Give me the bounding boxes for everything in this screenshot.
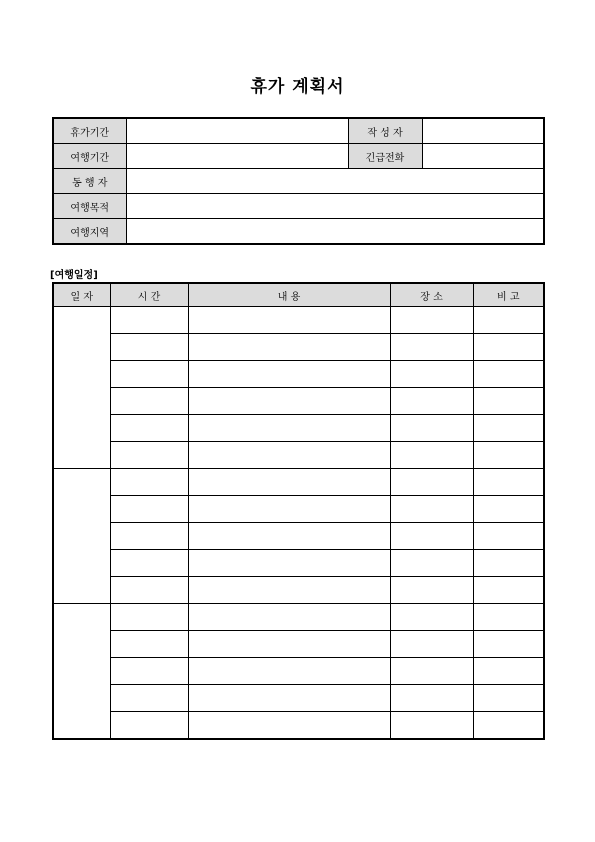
note-cell[interactable] (473, 415, 544, 442)
schedule-row (53, 712, 544, 740)
time-cell[interactable] (110, 577, 188, 604)
content-cell[interactable] (188, 307, 390, 334)
date-header: 일 자 (53, 283, 110, 307)
author-label: 작 성 자 (348, 118, 422, 144)
note-header: 비 고 (473, 283, 544, 307)
page-title: 휴가 계획서 (250, 77, 345, 97)
schedule-row (53, 604, 544, 631)
note-cell[interactable] (473, 361, 544, 388)
schedule-row (53, 550, 544, 577)
schedule-table (52, 282, 545, 740)
note-cell[interactable] (473, 658, 544, 685)
schedule-row (53, 469, 544, 496)
time-header: 시 간 (110, 283, 188, 307)
content-cell[interactable] (188, 523, 390, 550)
companion-label: 동 행 자 (53, 169, 126, 194)
place-cell[interactable] (390, 496, 473, 523)
content-cell[interactable] (188, 469, 390, 496)
schedule-section-title: [여행일정] (50, 270, 98, 281)
schedule-row (53, 685, 544, 712)
info-table (52, 117, 545, 245)
place-cell[interactable] (390, 712, 473, 740)
schedule-row (53, 577, 544, 604)
note-cell[interactable] (473, 469, 544, 496)
time-cell[interactable] (110, 712, 188, 740)
place-cell[interactable] (390, 469, 473, 496)
note-cell[interactable] (473, 388, 544, 415)
content-cell[interactable] (188, 415, 390, 442)
time-cell[interactable] (110, 361, 188, 388)
author-field[interactable] (422, 118, 544, 144)
schedule-row (53, 442, 544, 469)
date-cell[interactable] (53, 469, 110, 604)
place-cell[interactable] (390, 685, 473, 712)
place-cell[interactable] (390, 334, 473, 361)
note-cell[interactable] (473, 523, 544, 550)
place-cell[interactable] (390, 442, 473, 469)
time-cell[interactable] (110, 658, 188, 685)
content-cell[interactable] (188, 577, 390, 604)
content-cell[interactable] (188, 388, 390, 415)
content-header: 내 용 (188, 283, 390, 307)
time-cell[interactable] (110, 388, 188, 415)
emergency-phone-label: 긴급전화 (348, 144, 422, 169)
travel-purpose-field[interactable] (126, 194, 544, 219)
time-cell[interactable] (110, 631, 188, 658)
time-cell[interactable] (110, 496, 188, 523)
place-header: 장 소 (390, 283, 473, 307)
date-cell[interactable] (53, 604, 110, 740)
note-cell[interactable] (473, 334, 544, 361)
content-cell[interactable] (188, 334, 390, 361)
note-cell[interactable] (473, 604, 544, 631)
note-cell[interactable] (473, 712, 544, 740)
place-cell[interactable] (390, 307, 473, 334)
schedule-row (53, 361, 544, 388)
time-cell[interactable] (110, 685, 188, 712)
travel-region-label: 여행지역 (53, 219, 126, 245)
time-cell[interactable] (110, 442, 188, 469)
companion-field[interactable] (126, 169, 544, 194)
note-cell[interactable] (473, 577, 544, 604)
content-cell[interactable] (188, 604, 390, 631)
schedule-row (53, 388, 544, 415)
place-cell[interactable] (390, 550, 473, 577)
schedule-row (53, 334, 544, 361)
schedule-row (53, 415, 544, 442)
vacation-period-label: 휴가기간 (53, 118, 126, 144)
schedule-row (53, 496, 544, 523)
content-cell[interactable] (188, 361, 390, 388)
place-cell[interactable] (390, 361, 473, 388)
time-cell[interactable] (110, 334, 188, 361)
travel-region-field[interactable] (126, 219, 544, 245)
content-cell[interactable] (188, 442, 390, 469)
date-cell[interactable] (53, 307, 110, 469)
time-cell[interactable] (110, 469, 188, 496)
note-cell[interactable] (473, 442, 544, 469)
place-cell[interactable] (390, 658, 473, 685)
place-cell[interactable] (390, 388, 473, 415)
emergency-phone-field[interactable] (422, 144, 544, 169)
travel-period-field[interactable] (126, 144, 348, 169)
place-cell[interactable] (390, 577, 473, 604)
note-cell[interactable] (473, 685, 544, 712)
schedule-row (53, 658, 544, 685)
content-cell[interactable] (188, 550, 390, 577)
time-cell[interactable] (110, 307, 188, 334)
time-cell[interactable] (110, 523, 188, 550)
schedule-body (53, 307, 544, 740)
note-cell[interactable] (473, 631, 544, 658)
content-cell[interactable] (188, 685, 390, 712)
schedule-row (53, 631, 544, 658)
content-cell[interactable] (188, 712, 390, 740)
note-cell[interactable] (473, 307, 544, 334)
place-cell[interactable] (390, 415, 473, 442)
place-cell[interactable] (390, 604, 473, 631)
schedule-row (53, 523, 544, 550)
note-cell[interactable] (473, 550, 544, 577)
schedule-row (53, 307, 544, 334)
place-cell[interactable] (390, 523, 473, 550)
travel-purpose-label: 여행목적 (53, 194, 126, 219)
travel-period-label: 여행기간 (53, 144, 126, 169)
time-cell[interactable] (110, 550, 188, 577)
time-cell[interactable] (110, 604, 188, 631)
content-cell[interactable] (188, 496, 390, 523)
time-cell[interactable] (110, 415, 188, 442)
note-cell[interactable] (473, 496, 544, 523)
content-cell[interactable] (188, 631, 390, 658)
place-cell[interactable] (390, 631, 473, 658)
vacation-period-field[interactable] (126, 118, 348, 144)
content-cell[interactable] (188, 658, 390, 685)
